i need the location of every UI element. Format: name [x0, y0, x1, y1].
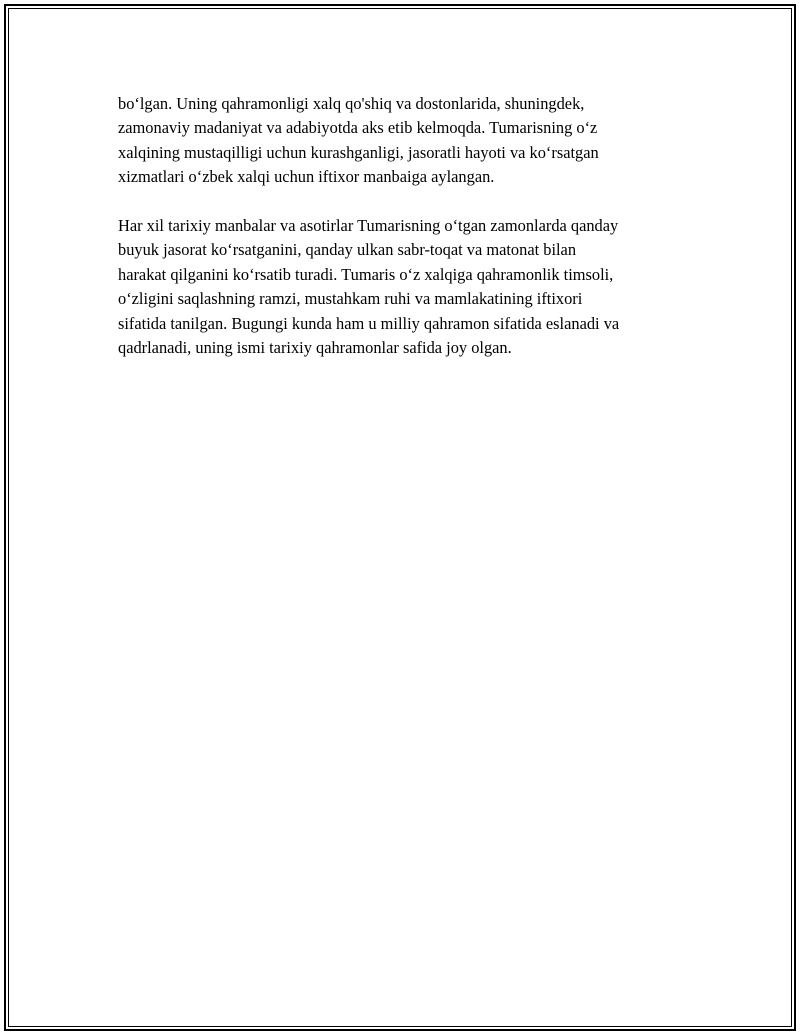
paragraph-line: bo‘lgan. Uning qahramonligi xalq qo'shiq va dostonlarida, shuningdek,: [118, 94, 585, 113]
document-body: [118, 92, 698, 385]
paragraph-line: xalqining mustaqilligi uchun kurashganligi, jasoratli hayoti va ko‘rsatgan: [118, 142, 599, 162]
paragraph-line: Har xil tarixiy manbalar va asotirlar Tumarisning o‘tgan zamonlarda qanday: [118, 216, 619, 236]
paragraph-line: harakat qilganini ko‘rsatib turadi. Tumaris o‘z xalqiga qahramonlik timsoli,: [118, 264, 614, 284]
paragraph-1: [118, 92, 698, 190]
paragraph-line: sifatida tanilgan. Bugungi kunda ham u milliy qahramon sifatida eslanadi va: [118, 313, 620, 333]
paragraph-line: qadrlanadi, uning ismi tarixiy qahramonlar safida joy olgan.: [118, 338, 512, 358]
paragraph-line: buyuk jasorat ko‘rsatganini, qanday ulkan sabr-toqat va matonat bilan: [118, 240, 577, 260]
paragraph-line: zamonaviy madaniyat va adabiyotda aks etib kelmoqda. Tumarisning o‘z: [118, 118, 598, 138]
paragraph-line: o‘zligini saqlashning ramzi, mustahkam ruhi va mamlakatining iftixori: [118, 289, 583, 309]
paragraph-line: xizmatlari o‘zbek xalqi uchun iftixor manbaiga aylangan.: [118, 167, 495, 187]
paragraph-2: [118, 214, 698, 360]
